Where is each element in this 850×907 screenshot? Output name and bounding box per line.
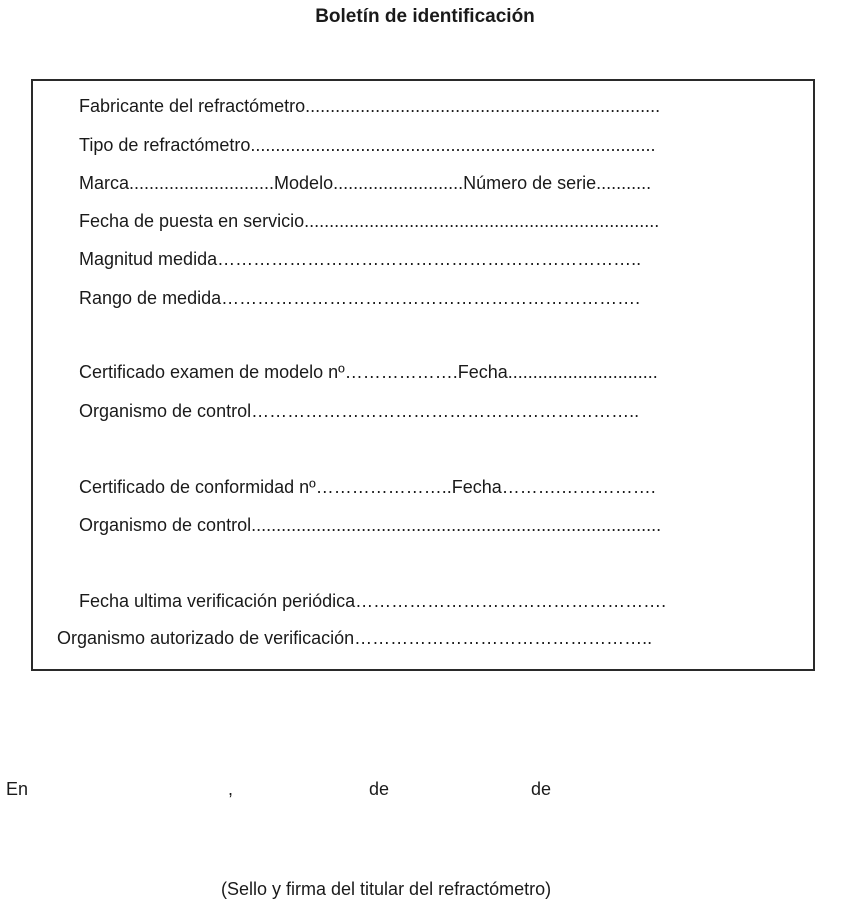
signature-caption: (Sello y firma del titular del refractómetro): [221, 879, 552, 899]
place-comma: ,: [228, 779, 234, 799]
date-de-1: de: [369, 779, 390, 799]
field-organismo-autorizado: Organismo autorizado de verificación…………………………………………..: [57, 628, 653, 648]
field-organismo-control-1: Organismo de control………………………………………………………..: [79, 401, 640, 421]
field-certificado-conformidad: Certificado de conformidad nº…………………..Fecha……….…………….: [79, 477, 656, 497]
field-marca-modelo-serie: Marca.............................Modelo..........................Número de serie...........: [79, 173, 652, 193]
field-tipo: Tipo de refractómetro.................................................................................: [79, 135, 656, 155]
document-title: Boletín de identificación: [315, 6, 535, 27]
field-fecha-ultima-verificacion: Fecha ultima verificación periódica…………………………………………….: [79, 591, 667, 611]
field-rango-medida: Rango de medida…………………………………………………………….: [79, 288, 641, 308]
field-organismo-control-2: Organismo de control..................................................................................: [79, 515, 662, 535]
field-certificado-examen-modelo: Certificado examen de modelo nº……………….Fecha..............................: [79, 362, 658, 382]
field-fabricante: Fabricante del refractómetro.......................................................................: [79, 96, 661, 116]
field-magnitud-medida: Magnitud medida……………………………………………………………..: [79, 249, 642, 269]
place-en: En: [6, 779, 29, 799]
date-de-2: de: [531, 779, 552, 799]
field-fecha-puesta-servicio: Fecha de puesta en servicio.......................................................................: [79, 211, 660, 231]
